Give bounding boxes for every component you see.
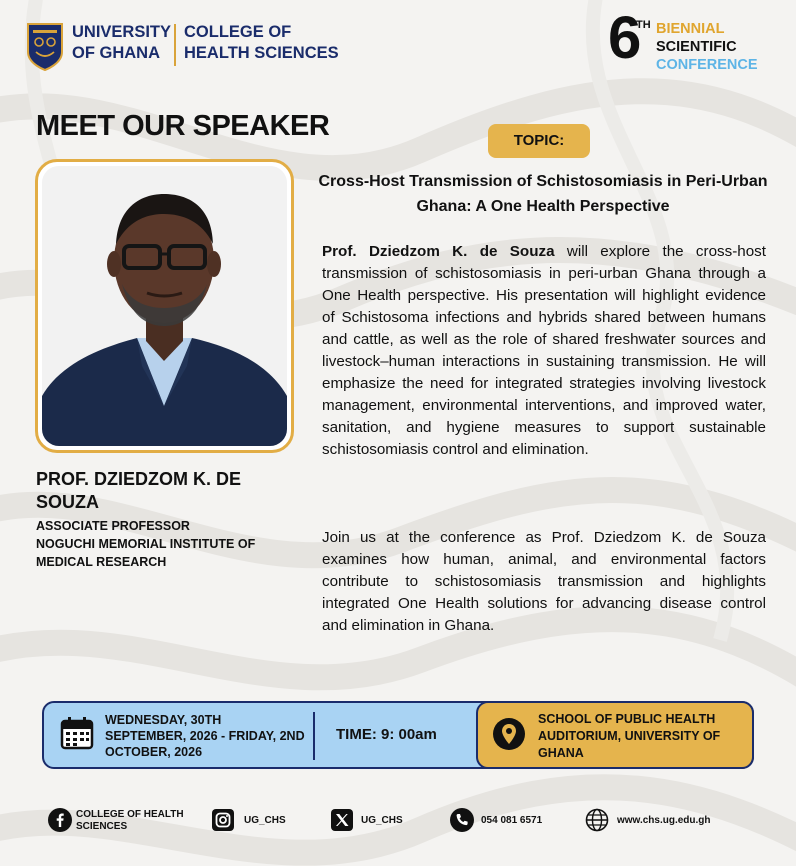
calendar-icon (60, 716, 94, 750)
topic-badge: TOPIC: (488, 124, 590, 158)
instagram-icon[interactable] (211, 808, 235, 832)
college-name: COLLEGE OF HEALTH SCIENCES (184, 23, 339, 62)
facebook-icon[interactable] (48, 808, 72, 832)
speaker-photo (35, 159, 294, 453)
facebook-handle[interactable]: COLLEGE OF HEALTH SCIENCES (76, 809, 184, 832)
speaker-affiliation: ASSOCIATE PROFESSOR NOGUCHI MEMORIAL INSTITUTE OF MEDICAL RESEARCH (36, 519, 256, 569)
speaker-portrait-icon (42, 166, 287, 446)
phone-icon[interactable] (450, 808, 474, 832)
event-time: TIME: 9: 00am (336, 726, 437, 743)
info-divider (313, 712, 315, 760)
conference-name: BIENNIAL SCIENTIFIC CONFERENCE (656, 21, 758, 73)
event-date: WEDNESDAY, 30TH SEPTEMBER, 2026 - FRIDAY, 2ND OCTOBER, 2026 (105, 713, 305, 759)
instagram-handle[interactable]: UG_CHS (244, 815, 286, 826)
page-title: MEET OUR SPEAKER (36, 110, 330, 142)
speaker-name-inline: Prof. Dziedzom K. de Souza (322, 243, 555, 260)
conference-number: 6 (608, 4, 640, 71)
header-divider (174, 24, 176, 66)
website-link[interactable]: www.chs.ug.edu.gh (617, 815, 711, 826)
university-crest-icon (26, 22, 64, 72)
location-pin-icon (492, 717, 526, 751)
x-handle[interactable]: UG_CHS (361, 815, 403, 826)
description-text: will explore the cross-host transmission of schistosomiasis in peri-urban Ghana through a One Health perspective. His presentation will highlight evidence of Schistosoma infections and hybrids shared between humans and cattle, as well as the role of shared freshwater sources and livestock–human interactions in sustaining transmission. He will emphasize the need for integrated strategies involving livestock management, environmental interventions, and improved water, sanitation, and hygiene measures to support sustainable schistosomiasis control and elimination. (322, 243, 766, 458)
speaker-name: PROF. DZIEDZOM K. DE SOUZA (36, 469, 242, 512)
topic-title: Cross-Host Transmission of Schistosomiasis in Peri-Urban Ghana: A One Health Perspective (318, 173, 768, 215)
event-venue: SCHOOL OF PUBLIC HEALTH AUDITORIUM, UNIVERSITY OF GHANA (538, 712, 721, 760)
description-paragraph-1 (322, 241, 766, 461)
description-paragraph-2: Join us at the conference as Prof. Dziedzom K. de Souza examines how human, animal, and environmental factors contribute to schistosomiasis transmission and highlights integrated One Health solutions for advancing disease control and elimination in Ghana. (322, 529, 766, 634)
university-name: UNIVERSITY OF GHANA (72, 23, 172, 62)
phone-number[interactable]: 054 081 6571 (481, 815, 543, 826)
conference-suffix: TH (636, 19, 651, 31)
globe-icon[interactable] (585, 808, 609, 832)
x-twitter-icon[interactable] (330, 808, 354, 832)
